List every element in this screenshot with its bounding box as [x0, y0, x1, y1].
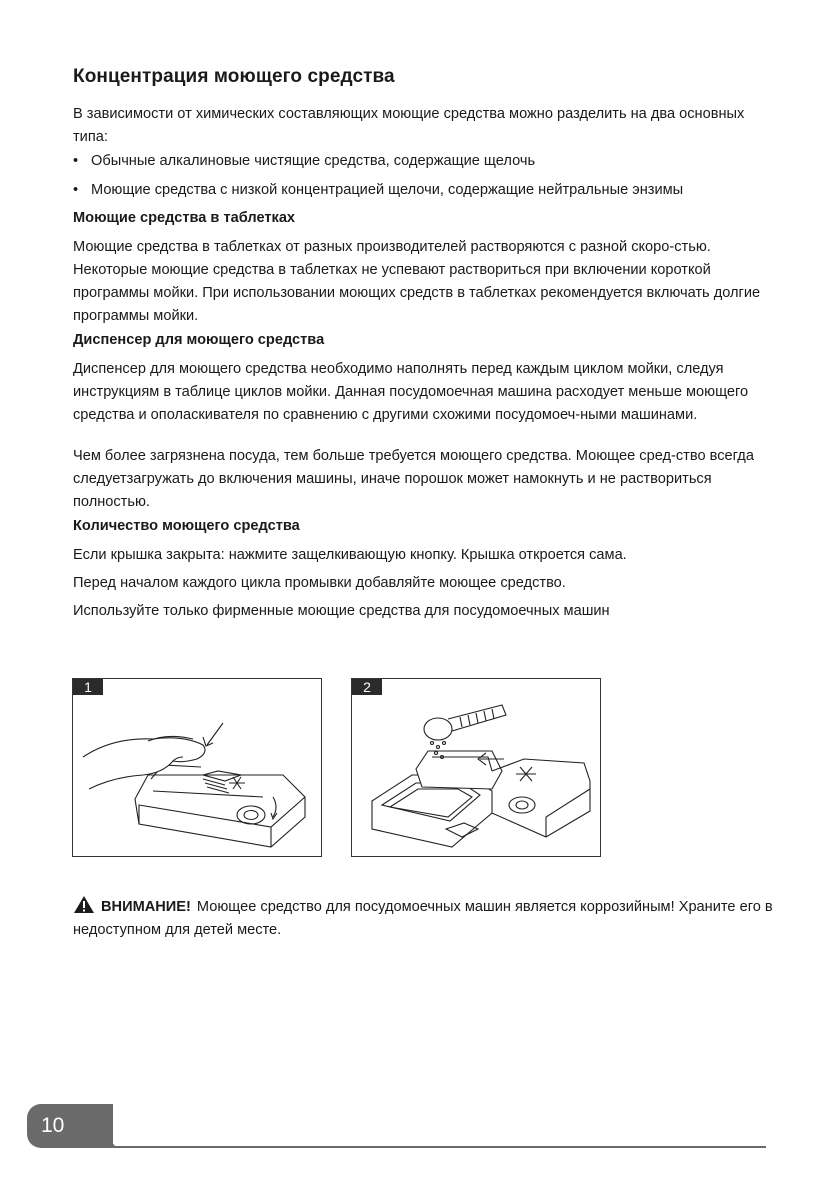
- figure-1: [72, 678, 322, 857]
- list-item-text: Моющие средства с низкой концентрацией щелочи, содержащие нейтральные энзимы: [91, 182, 684, 198]
- quantity-heading: Количество моющего средства: [73, 518, 300, 534]
- warning-triangle-icon: [73, 895, 95, 914]
- page-number: 10: [41, 1114, 65, 1137]
- figure-2: [351, 678, 601, 857]
- list-item: • Обычные алкалиновые чистящие средства, содержащие щелочь: [73, 153, 536, 169]
- warning-note: [73, 895, 773, 942]
- quantity-line-2: Перед началом каждого цикла промывки добавляйте моющее средство.: [73, 575, 566, 591]
- hand-pressing-dispenser-illustration: [73, 679, 321, 856]
- page-title: Концентрация моющего средства: [73, 66, 395, 87]
- tablets-heading: Моющие средства в таблетках: [73, 210, 296, 226]
- list-item-text: Обычные алкалиновые чистящие средства, содержащие щелочь: [91, 153, 536, 169]
- footer-tab-curve: [78, 1104, 118, 1150]
- warning-text: Моющее средство для посудомоечных машин является коррозийным! Храните его в недоступном для детей месте.: [73, 899, 773, 938]
- intro-paragraph: В зависимости от химических составляющих моющие средства можно разделить на два основных типа:: [73, 106, 745, 145]
- dispenser-paragraph-1: Диспенсер для моющего средства необходимо наполнять перед каждым циклом мойки, следуя инструкциям в таблице циклов мойки. Данная посудомоечная машина расходует меньше моющего средства и ополаскивателя по сравнению с другими схожими посудомоеч-ными машинами.: [73, 361, 749, 423]
- quantity-line-1: Если крышка закрыта: нажмите защелкивающую кнопку. Крышка откроется сама.: [73, 547, 627, 563]
- dispenser-paragraph-2: Чем более загрязнена посуда, тем больше требуется моющего средства. Моющее сред-ство всегда следуетзагружать до включения машины, иначе порошок может намокнуть и не раствориться полностью.: [73, 448, 754, 510]
- quantity-line-3: Используйте только фирменные моющие средства для посудомоечных машин: [73, 603, 610, 619]
- tablets-paragraph: Моющие средства в таблетках от разных производителей растворяются с разной скоро-стью. Некоторые моющие средства в таблетках не успевают раствориться при включении короткой программы мойки. При использовании моющих средств в таблетках рекомендуется включать долгие программы мойки.: [73, 239, 761, 324]
- dispenser-heading: Диспенсер для моющего средства: [73, 332, 325, 348]
- figure-1-number: 1: [73, 679, 103, 695]
- footer-rule: [110, 1146, 766, 1148]
- warning-label: ВНИМАНИЕ!: [101, 899, 191, 915]
- list-item: • Моющие средства с низкой концентрацией щелочи, содержащие нейтральные энзимы: [73, 182, 684, 198]
- pouring-detergent-illustration: [352, 679, 600, 856]
- figure-2-number: 2: [352, 679, 382, 695]
